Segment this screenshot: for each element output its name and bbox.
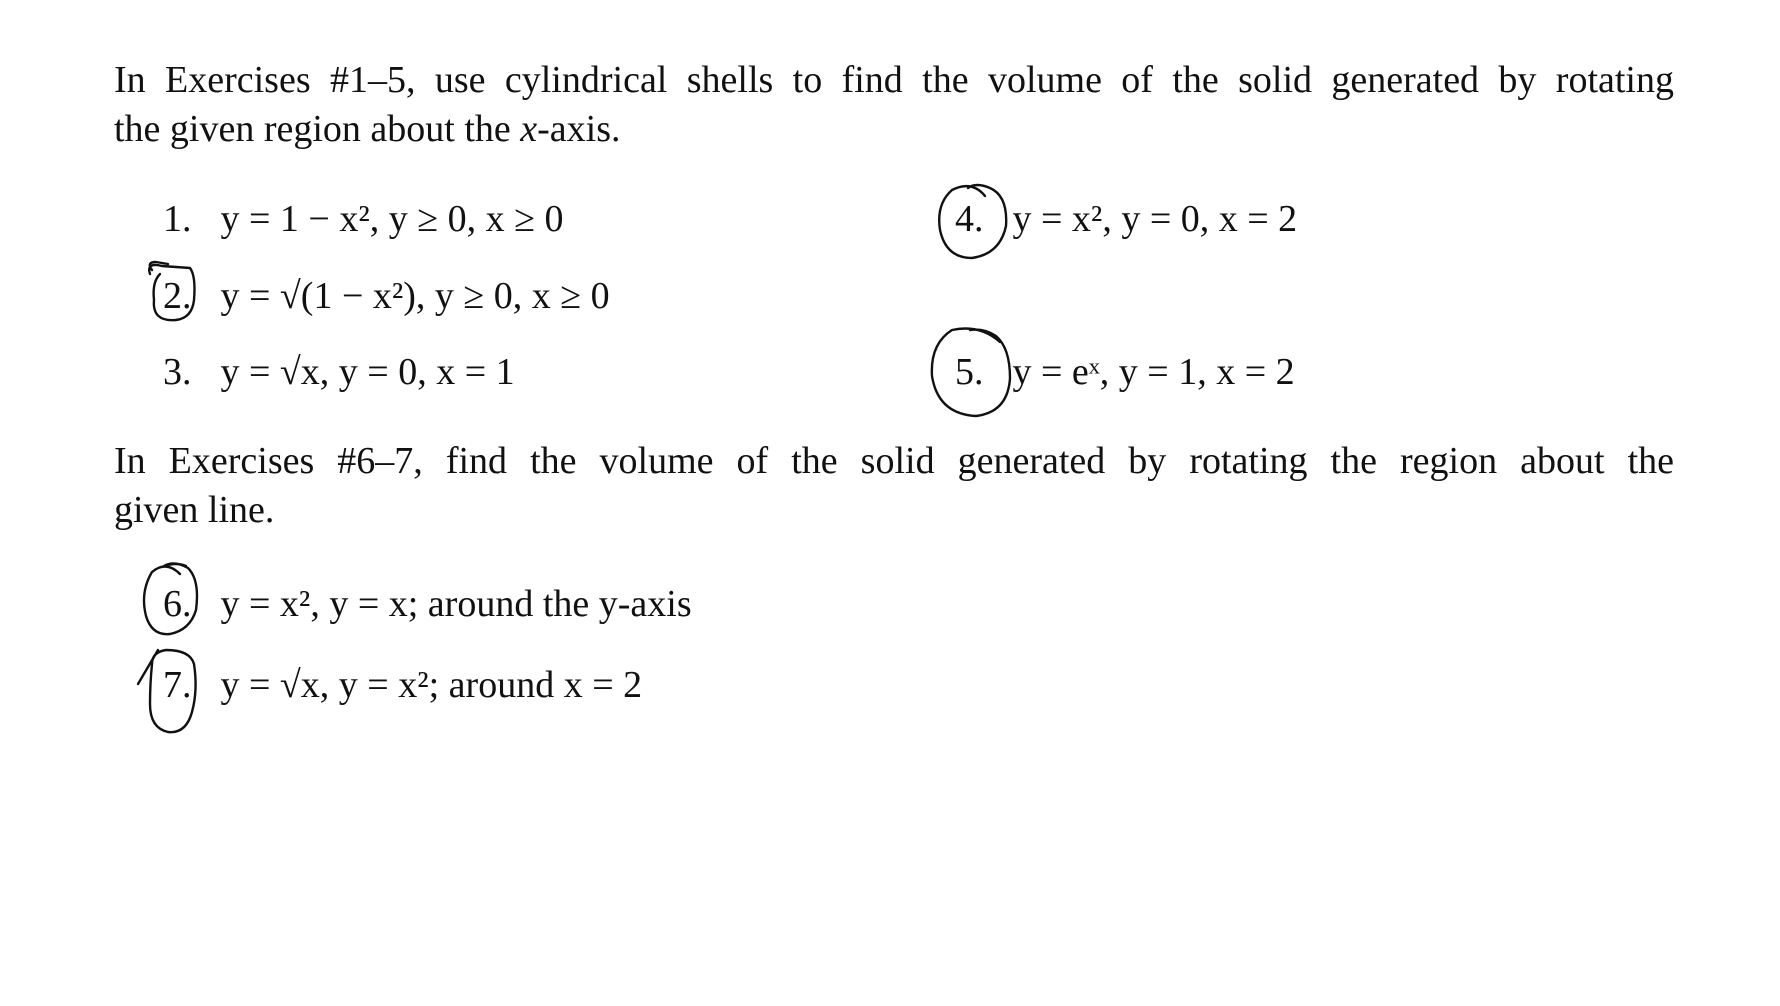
exercise-4 [955, 196, 1297, 242]
section2-instructions [114, 437, 1674, 535]
section1-line1: In Exercises #1–5, use cylindrical shells to find the volume of the solid generated by rotating [114, 59, 1674, 101]
exercise-equation: y = √(1 − x²), y ≥ 0, x ≥ 0 [220, 275, 610, 317]
exercise-number: 7. [163, 664, 192, 706]
exercise-number: 6. [163, 583, 192, 625]
section2-line1: In Exercises #6–7, find the volume of the solid generated by rotating the region about the [114, 440, 1674, 482]
exercise-1 [163, 196, 563, 242]
exercise-equation: y = x², y = x; around the y-axis [220, 583, 692, 625]
exercise-5 [955, 349, 1295, 395]
exercise-number: 3. [163, 351, 192, 393]
exercise-7 [163, 662, 642, 708]
section2-line2: given line. [114, 489, 275, 531]
exercise-equation: y = eˣ, y = 1, x = 2 [1012, 351, 1295, 393]
section1-line2: the given region about the x-axis. [114, 108, 621, 150]
exercise-number: 5. [955, 351, 984, 393]
exercise-number: 1. [163, 198, 192, 240]
exercise-equation: y = √x, y = 0, x = 1 [220, 351, 515, 393]
exercise-equation: y = x², y = 0, x = 2 [1012, 198, 1298, 240]
section1-instructions [114, 56, 1674, 154]
exercise-6 [163, 581, 692, 627]
exercise-number: 2. [163, 275, 192, 317]
exercise-number: 4. [955, 198, 984, 240]
exercise-3 [163, 349, 515, 395]
exercise-equation: y = √x, y = x²; around x = 2 [220, 664, 643, 706]
exercise-2 [163, 273, 610, 319]
exercise-equation: y = 1 − x², y ≥ 0, x ≥ 0 [220, 198, 564, 240]
